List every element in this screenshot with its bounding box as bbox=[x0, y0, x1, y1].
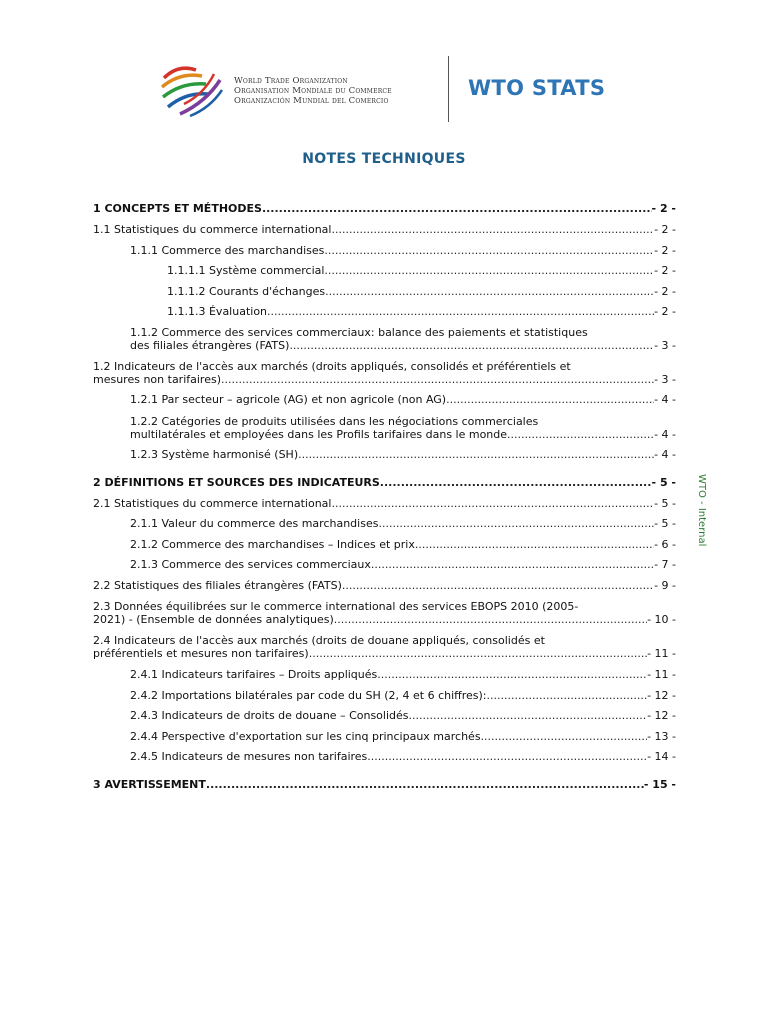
toc-page-number: - 2 - bbox=[654, 305, 676, 318]
toc-leader bbox=[324, 264, 654, 277]
toc-entry[interactable] bbox=[93, 600, 676, 626]
toc-entry[interactable] bbox=[167, 305, 676, 318]
toc-page-number: - 10 - bbox=[647, 613, 676, 626]
toc-page-number: - 3 - bbox=[654, 373, 676, 386]
toc-page-number: - 15 - bbox=[643, 778, 676, 791]
toc-entry[interactable] bbox=[130, 538, 676, 551]
toc-entry-text: 2.1.1 Valeur du commerce des marchandises bbox=[130, 517, 379, 530]
toc-page-number: - 5 - bbox=[654, 517, 676, 530]
toc-entry[interactable] bbox=[93, 579, 676, 592]
toc-entry-text: 1.1.1.3 Évaluation bbox=[167, 305, 268, 318]
toc-entry[interactable] bbox=[93, 634, 676, 660]
toc-entry[interactable] bbox=[130, 393, 676, 406]
toc-entry[interactable] bbox=[167, 264, 676, 277]
toc-entry[interactable] bbox=[93, 202, 676, 215]
toc-page-number: - 4 - bbox=[654, 393, 676, 406]
toc-leader bbox=[377, 668, 647, 681]
toc-entry[interactable] bbox=[93, 360, 676, 386]
toc-leader bbox=[324, 244, 654, 257]
toc-entry-text: 2.1.3 Commerce des services commerciaux bbox=[130, 558, 371, 571]
toc-page-number: - 13 - bbox=[647, 730, 676, 743]
toc-leader bbox=[367, 750, 647, 763]
toc-page-number: - 2 - bbox=[654, 223, 676, 236]
toc-page-number: - 12 - bbox=[647, 689, 676, 702]
toc-leader bbox=[371, 558, 654, 571]
toc-leader bbox=[331, 497, 654, 510]
toc-leader bbox=[309, 647, 647, 660]
toc-entry-text: 1.1.1.2 Courants d'échanges bbox=[167, 285, 326, 298]
toc-entry[interactable] bbox=[93, 476, 676, 489]
toc-leader bbox=[481, 730, 648, 743]
toc-entry[interactable] bbox=[93, 223, 676, 236]
toc-entry-text: 2021) - (Ensemble de données analytiques) bbox=[93, 613, 334, 626]
toc-leader bbox=[221, 373, 654, 386]
toc-entry[interactable] bbox=[130, 689, 676, 702]
toc-entry[interactable] bbox=[130, 326, 676, 352]
toc-leader bbox=[507, 428, 654, 441]
toc-entry[interactable] bbox=[93, 778, 676, 791]
toc-leader bbox=[487, 689, 648, 702]
toc-leader bbox=[342, 579, 654, 592]
org-name-en: World Trade Organization bbox=[234, 76, 348, 86]
toc-entry[interactable] bbox=[167, 285, 676, 298]
toc-page-number: - 12 - bbox=[647, 709, 676, 722]
toc-entry-text: 2.4.3 Indicateurs de droits de douane – Consolidés bbox=[130, 709, 409, 722]
toc-entry[interactable] bbox=[130, 668, 676, 681]
toc-leader bbox=[378, 517, 654, 530]
toc-entry-text: préférentiels et mesures non tarifaires) bbox=[93, 647, 309, 660]
toc-entry-text: 3 AVERTISSEMENT bbox=[93, 778, 206, 791]
toc-entry-text-line1: 2.3 Données équilibrées sur le commerce international des services EBOPS 2010 (2005- bbox=[93, 600, 579, 613]
toc-leader bbox=[409, 709, 648, 722]
toc-entry-text: 2 DÉFINITIONS ET SOURCES DES INDICATEURS bbox=[93, 476, 380, 489]
toc-page-number: - 14 - bbox=[647, 750, 676, 763]
toc-leader bbox=[334, 613, 647, 626]
toc-page-number: - 2 - bbox=[654, 285, 676, 298]
toc-entry-text-line1: 1.2.2 Catégories de produits utilisées dans les négociations commerciales bbox=[130, 415, 539, 428]
toc-page-number: - 2 - bbox=[651, 202, 676, 215]
toc-entry-text: 2.4.2 Importations bilatérales par code du SH (2, 4 et 6 chiffres): bbox=[130, 689, 487, 702]
toc-entry-text: 1.2.3 Système harmonisé (SH) bbox=[130, 448, 299, 461]
toc-leader bbox=[415, 538, 654, 551]
toc-page-number: - 7 - bbox=[654, 558, 676, 571]
toc-page-number: - 2 - bbox=[654, 244, 676, 257]
toc-page-number: - 3 - bbox=[654, 339, 676, 352]
toc-leader bbox=[325, 285, 654, 298]
toc-entry[interactable] bbox=[130, 750, 676, 763]
toc-leader bbox=[289, 339, 654, 352]
toc-entry-text: mesures non tarifaires) bbox=[93, 373, 222, 386]
classification-label bbox=[691, 474, 711, 554]
wto-stats-title: WTO STATS bbox=[468, 76, 606, 100]
org-name-fr: Organisation Mondiale du Commerce bbox=[234, 86, 392, 96]
toc-entry-text: 2.4.5 Indicateurs de mesures non tarifaires bbox=[130, 750, 368, 763]
toc-leader bbox=[267, 305, 654, 318]
toc-entry-text: 2.4.4 Perspective d'exportation sur les cinq principaux marchés bbox=[130, 730, 481, 743]
toc-leader bbox=[380, 476, 652, 489]
toc-page-number: - 6 - bbox=[654, 538, 676, 551]
toc-page-number: - 9 - bbox=[654, 579, 676, 592]
toc-entry[interactable] bbox=[130, 415, 676, 441]
toc-entry-text: 2.2 Statistiques des filiales étrangères (FATS) bbox=[93, 579, 342, 592]
toc-page-number: - 11 - bbox=[647, 647, 676, 660]
toc-page-number: - 4 - bbox=[654, 428, 676, 441]
toc-page-number: - 5 - bbox=[654, 497, 676, 510]
toc-entry-text-line1: 1.1.2 Commerce des services commerciaux: balance des paiements et statistiques bbox=[130, 326, 588, 339]
toc-leader bbox=[298, 448, 654, 461]
toc-entry[interactable] bbox=[130, 558, 676, 571]
toc-entry[interactable] bbox=[130, 709, 676, 722]
toc-entry[interactable] bbox=[130, 517, 676, 530]
toc-entry[interactable] bbox=[130, 244, 676, 257]
org-name-es: Organización Mundial del Comercio bbox=[234, 96, 389, 106]
toc-entry-text: 2.1.2 Commerce des marchandises – Indices et prix bbox=[130, 538, 415, 551]
toc-leader bbox=[331, 223, 654, 236]
toc-entry-text: 2.1 Statistiques du commerce international bbox=[93, 497, 332, 510]
toc-entry-text-line1: 1.2 Indicateurs de l'accès aux marchés (droits appliqués, consolidés et préférentiels et bbox=[93, 360, 571, 373]
toc-entry-text: 1.1 Statistiques du commerce international bbox=[93, 223, 332, 236]
toc-page-number: - 5 - bbox=[651, 476, 676, 489]
toc-page-number: - 4 - bbox=[654, 448, 676, 461]
page-title: NOTES TECHNIQUES bbox=[302, 151, 466, 167]
toc-leader bbox=[446, 393, 654, 406]
toc-entry-text: 1.1.1.1 Système commercial bbox=[167, 264, 325, 277]
toc-entry[interactable] bbox=[93, 497, 676, 510]
toc-page-number: - 11 - bbox=[647, 668, 676, 681]
toc-entry-text: 1.2.1 Par secteur – agricole (AG) et non agricole (non AG) bbox=[130, 393, 447, 406]
toc-entry[interactable] bbox=[130, 730, 676, 743]
toc-leader bbox=[262, 202, 652, 215]
toc-entry-text: 1.1.1 Commerce des marchandises bbox=[130, 244, 325, 257]
toc-entry-text: multilatérales et employées dans les Profils tarifaires dans le monde bbox=[130, 428, 508, 441]
toc-entry-text: 2.4.1 Indicateurs tarifaires – Droits appliqués bbox=[130, 668, 378, 681]
toc-entry-text-line1: 2.4 Indicateurs de l'accès aux marchés (droits de douane appliqués, consolidés et bbox=[93, 634, 545, 647]
toc-entry-text: 1 CONCEPTS ET MÉTHODES bbox=[93, 202, 262, 215]
toc-entry[interactable] bbox=[130, 448, 676, 461]
toc-page-number: - 2 - bbox=[654, 264, 676, 277]
toc-entry-text: des filiales étrangères (FATS) bbox=[130, 339, 290, 352]
classification-text: WTO - Internal bbox=[696, 474, 707, 547]
toc-leader bbox=[206, 778, 644, 791]
